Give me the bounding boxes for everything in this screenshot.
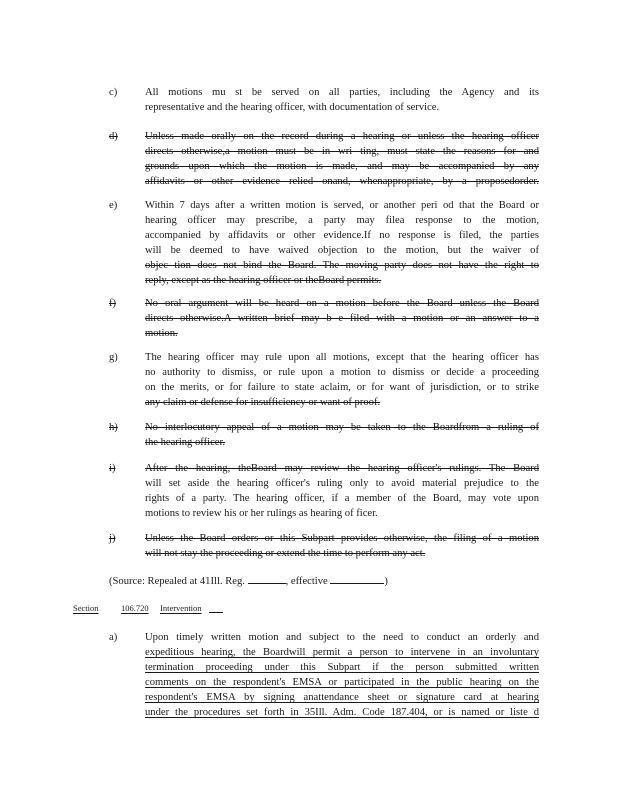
deleted-line: will not stay the proceeding or extend the time to perform any act. — [145, 548, 426, 559]
paragraph-label-c: c) — [109, 87, 118, 98]
section-number: 106.720 — [121, 603, 149, 613]
paragraph-e — [145, 198, 539, 288]
paragraph-line: Upon timely written motion and subject to the need to conduct an orderly and — [145, 632, 539, 643]
source-note — [109, 573, 388, 589]
deleted-line: directs otherwise,a motion must be in wri ting, must state the reasons for and — [145, 146, 539, 157]
paragraph-line: accompanied by affidavits or other evidence.If no response is filed, the parties — [145, 230, 539, 241]
paragraph-i — [145, 461, 539, 521]
deleted-line: motion. — [145, 328, 178, 339]
paragraph-label-i: i) — [109, 463, 116, 474]
deleted-line: No oral argument will be heard on a motion before the Board unless the Board — [145, 298, 539, 309]
deleted-line: any claim or defense for insufficiency or want of proof. — [145, 397, 381, 408]
deleted-line: affidavits or other evidence relied onand, whenappropriate, by a proposedorder. — [145, 176, 539, 187]
paragraph-line: representative and the hearing officer, with documentation of service. — [145, 102, 440, 113]
intervention-paragraph-a — [145, 630, 539, 720]
paragraph-c — [145, 85, 539, 115]
inserted-line: under the procedures set forth in 35Ill. Adm. Code 187.404, or is named or liste d — [145, 707, 539, 718]
section-word: Section — [73, 603, 99, 613]
intervention-label-a: a) — [109, 632, 118, 643]
source-suffix: ) — [384, 576, 388, 587]
deleted-line: objec tion does not bind the Board. The moving party does not have the right to — [145, 260, 539, 271]
deleted-line: After the hearing, theBoard may review the hearing officer's rulings. The Board — [145, 463, 539, 474]
title-underline-tail — [209, 602, 223, 613]
source-prefix: (Source: Repealed at 41Ill. Reg. — [109, 576, 245, 587]
paragraph-line: The hearing officer may rule upon all motions, except that the hearing officer has — [145, 352, 539, 363]
paragraph-line: will be deemed to have waived objection to the motion, but the waiver of — [145, 245, 539, 256]
paragraph-f-deleted — [145, 296, 539, 341]
inserted-line: termination proceeding under this Subpart if the person submitted written — [145, 662, 539, 673]
paragraph-label-e: e) — [109, 200, 118, 211]
paragraph-line: motions to review his or her rulings as hearing of ficer. — [145, 508, 378, 519]
inserted-line: expeditious hearing, the Boardwill permit a person to intervene in an involuntary — [145, 647, 539, 658]
paragraph-h-deleted — [145, 420, 539, 450]
deleted-line: reply, except as the hearing officer or theBoard permits. — [145, 275, 382, 286]
paragraph-label-f: f) — [109, 298, 117, 309]
paragraph-line: will set aside the hearing officer's ruling only to avoid material prejudice to the — [145, 478, 539, 489]
deleted-line: Unless the Board orders or this Subpart provides otherwise, the filing of a motion — [145, 533, 539, 544]
register-blank — [248, 573, 286, 584]
inserted-line: respondent's EMSA by signing anattendance sheet or signature card at hearing — [145, 692, 539, 703]
deleted-line: No interlocutory appeal of a motion may be taken to the Boardfrom a ruling of — [145, 422, 539, 433]
paragraph-line: All motions mu st be served on all parties, including the Agency and its — [145, 87, 539, 98]
paragraph-line: on the merits, or for failure to state aclaim, or for want of jurisdiction, or to strike — [145, 382, 539, 393]
paragraph-line: rights of a party. The hearing officer, if a member of the Board, may vote upon — [145, 493, 539, 504]
paragraph-j-deleted — [145, 531, 539, 561]
effective-blank — [330, 573, 384, 584]
deleted-line: Unless made orally on the record during a hearing or unless the hearing officer — [145, 131, 539, 142]
paragraph-line: Within 7 days after a written motion is served, or another peri od that the Board or — [145, 200, 539, 211]
paragraph-line: hearing officer may prescribe, a party may filea response to the motion, — [145, 215, 539, 226]
paragraph-label-j: j) — [109, 533, 116, 544]
deleted-line: directs otherwise.A written brief may b e filed with a motion or an answer to a — [145, 313, 539, 324]
paragraph-d-deleted — [145, 129, 539, 189]
inserted-line: comments on the respondent's EMSA or participated in the public hearing on the — [145, 677, 539, 688]
paragraph-label-g: g) — [109, 352, 118, 363]
paragraph-label-d: d) — [109, 131, 118, 142]
paragraph-line: no authority to dismiss, or rule upon a motion to dismiss or decide a proceeding — [145, 367, 539, 378]
deleted-line: grounds upon which the motion is made, and may be accompanied by any — [145, 161, 539, 172]
deleted-line: the hearing officer. — [145, 437, 226, 448]
paragraph-g — [145, 350, 539, 410]
paragraph-label-h: h) — [109, 422, 118, 433]
source-middle: , effective — [285, 576, 328, 587]
section-title: Intervention — [160, 603, 202, 613]
